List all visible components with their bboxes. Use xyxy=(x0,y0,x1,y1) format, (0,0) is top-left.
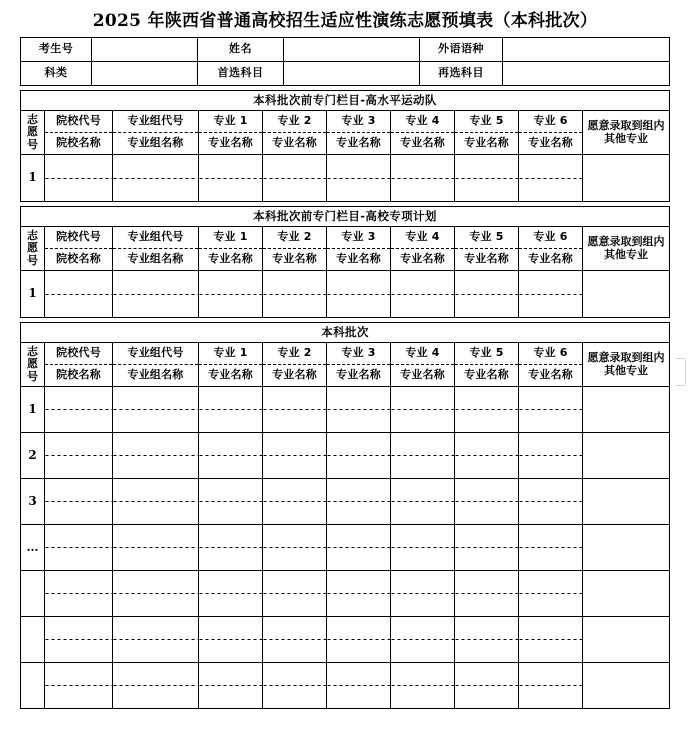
cell-major-2[interactable] xyxy=(263,479,327,525)
header-sequence-number xyxy=(21,227,45,271)
header-school-code: 院校代号 xyxy=(45,111,113,133)
header-major-name-2: 专业名称 xyxy=(263,249,327,271)
header-major-5: 专业 5 xyxy=(455,343,519,365)
table-row xyxy=(21,479,670,525)
cell-major-3[interactable] xyxy=(327,433,391,479)
column-header-row-top xyxy=(21,111,670,133)
section-title: 本科批次前专门栏目-高水平运动队 xyxy=(21,91,670,111)
cell-school[interactable] xyxy=(45,479,113,525)
cell-major-3[interactable] xyxy=(327,271,391,318)
cell-major-6[interactable] xyxy=(519,617,583,663)
cell-major-4[interactable] xyxy=(391,663,455,709)
header-major-name-1: 专业名称 xyxy=(199,365,263,387)
row-sequence-number: 1 xyxy=(21,387,45,433)
page-edge-mark xyxy=(676,358,686,386)
row-sequence-number: 1 xyxy=(21,155,45,202)
header-sequence-number xyxy=(21,343,45,387)
header-major-group-code: 专业组代号 xyxy=(113,227,199,249)
header-major-name-4: 专业名称 xyxy=(391,249,455,271)
section-title-row xyxy=(21,207,670,227)
header-major-group-code: 专业组代号 xyxy=(113,111,199,133)
header-major-4: 专业 4 xyxy=(391,111,455,133)
value-second-choice-subject[interactable] xyxy=(503,62,670,86)
section-title: 本科批次前专门栏目-高校专项计划 xyxy=(21,207,670,227)
header-major-1: 专业 1 xyxy=(199,343,263,365)
cell-major-6[interactable] xyxy=(519,663,583,709)
column-header-row-top xyxy=(21,227,670,249)
cell-major-4[interactable] xyxy=(391,271,455,318)
table-row xyxy=(21,525,670,571)
cell-major-4[interactable] xyxy=(391,433,455,479)
cell-major-1[interactable] xyxy=(199,663,263,709)
cell-major-1[interactable] xyxy=(199,617,263,663)
cell-accept-other-majors[interactable] xyxy=(583,387,670,433)
cell-accept-other-majors[interactable] xyxy=(583,433,670,479)
cell-major-1[interactable] xyxy=(199,387,263,433)
cell-major-6[interactable] xyxy=(519,525,583,571)
row-sequence-number: … xyxy=(21,525,45,571)
cell-accept-other-majors[interactable] xyxy=(583,155,670,202)
cell-major-1[interactable] xyxy=(199,271,263,318)
header-major-name-2: 专业名称 xyxy=(263,365,327,387)
row-sequence-number xyxy=(21,617,45,663)
value-first-choice-subject[interactable] xyxy=(284,62,420,86)
row-sequence-number: 2 xyxy=(21,433,45,479)
section-title-row xyxy=(21,91,670,111)
header-major-group-code: 专业组代号 xyxy=(113,343,199,365)
cell-major-group[interactable] xyxy=(113,663,199,709)
header-major-6: 专业 6 xyxy=(519,111,583,133)
seq-char-1: 志 xyxy=(27,344,38,358)
cell-major-6[interactable] xyxy=(519,571,583,617)
page-title: 2025 年陕西省普通高校招生适应性演练志愿预填表（本科批次） xyxy=(92,11,598,31)
header-major-name-4: 专业名称 xyxy=(391,133,455,155)
cell-major-2[interactable] xyxy=(263,387,327,433)
cell-major-2[interactable] xyxy=(263,617,327,663)
table-row xyxy=(21,38,670,62)
cell-major-2[interactable] xyxy=(263,525,327,571)
header-major-1: 专业 1 xyxy=(199,227,263,249)
cell-major-4[interactable] xyxy=(391,387,455,433)
table-row xyxy=(21,617,670,663)
cell-major-5[interactable] xyxy=(455,271,519,318)
header-school-name: 院校名称 xyxy=(45,133,113,155)
header-major-2: 专业 2 xyxy=(263,343,327,365)
row-sequence-number: 3 xyxy=(21,479,45,525)
header-major-4: 专业 4 xyxy=(391,343,455,365)
column-header-row-bottom xyxy=(21,365,670,387)
header-major-group-name: 专业组名称 xyxy=(113,365,199,387)
value-foreign-language[interactable] xyxy=(503,38,670,62)
cell-accept-other-majors[interactable] xyxy=(583,571,670,617)
header-major-name-4: 专业名称 xyxy=(391,365,455,387)
cell-accept-other-majors[interactable] xyxy=(583,271,670,318)
header-school-code: 院校代号 xyxy=(45,343,113,365)
header-accept-other-majors: 愿意录取到组内其他专业 xyxy=(583,343,670,387)
cell-major-3[interactable] xyxy=(327,617,391,663)
header-school-code: 院校代号 xyxy=(45,227,113,249)
cell-major-4[interactable] xyxy=(391,525,455,571)
cell-major-group[interactable] xyxy=(113,387,199,433)
label-first-choice-subject: 首选科目 xyxy=(198,62,284,86)
cell-major-3[interactable] xyxy=(327,525,391,571)
cell-accept-other-majors[interactable] xyxy=(583,617,670,663)
cell-school[interactable] xyxy=(45,155,113,202)
header-major-group-name: 专业组名称 xyxy=(113,133,199,155)
value-subject-category[interactable] xyxy=(92,62,198,86)
cell-major-6[interactable] xyxy=(519,433,583,479)
header-major-name-1: 专业名称 xyxy=(199,249,263,271)
header-accept-other-majors: 愿意录取到组内其他专业 xyxy=(583,227,670,271)
header-major-name-5: 专业名称 xyxy=(455,133,519,155)
value-name[interactable] xyxy=(284,38,420,62)
table-row xyxy=(21,433,670,479)
header-major-name-3: 专业名称 xyxy=(327,249,391,271)
header-major-name-6: 专业名称 xyxy=(519,133,583,155)
header-major-5: 专业 5 xyxy=(455,227,519,249)
cell-major-2[interactable] xyxy=(263,663,327,709)
header-major-name-3: 专业名称 xyxy=(327,365,391,387)
seq-char-2: 愿 xyxy=(27,357,38,371)
header-major-name-2: 专业名称 xyxy=(263,133,327,155)
header-major-1: 专业 1 xyxy=(199,111,263,133)
cell-major-2[interactable] xyxy=(263,571,327,617)
cell-major-4[interactable] xyxy=(391,479,455,525)
cell-major-1[interactable] xyxy=(199,433,263,479)
cell-major-1[interactable] xyxy=(199,479,263,525)
header-major-name-3: 专业名称 xyxy=(327,133,391,155)
cell-accept-other-majors[interactable] xyxy=(583,525,670,571)
cell-major-1[interactable] xyxy=(199,525,263,571)
cell-accept-other-majors[interactable] xyxy=(583,663,670,709)
seq-char-2: 愿 xyxy=(27,125,38,139)
candidate-info-table xyxy=(20,37,670,86)
cell-school[interactable] xyxy=(45,433,113,479)
cell-major-group[interactable] xyxy=(113,617,199,663)
cell-major-5[interactable] xyxy=(455,433,519,479)
column-header-row-bottom xyxy=(21,249,670,271)
section-table-special-program xyxy=(20,206,670,318)
cell-major-group[interactable] xyxy=(113,571,199,617)
header-major-name-6: 专业名称 xyxy=(519,365,583,387)
cell-major-2[interactable] xyxy=(263,433,327,479)
cell-major-3[interactable] xyxy=(327,571,391,617)
cell-school[interactable] xyxy=(45,525,113,571)
cell-major-2[interactable] xyxy=(263,155,327,202)
cell-school[interactable] xyxy=(45,571,113,617)
cell-major-group[interactable] xyxy=(113,479,199,525)
header-accept-other-majors: 愿意录取到组内其他专业 xyxy=(583,111,670,155)
column-header-row-top xyxy=(21,343,670,365)
header-school-name: 院校名称 xyxy=(45,365,113,387)
cell-major-6[interactable] xyxy=(519,387,583,433)
header-major-2: 专业 2 xyxy=(263,111,327,133)
cell-major-group[interactable] xyxy=(113,525,199,571)
header-major-3: 专业 3 xyxy=(327,227,391,249)
header-sequence-number xyxy=(21,111,45,155)
cell-major-5[interactable] xyxy=(455,617,519,663)
section-title-row xyxy=(21,323,670,343)
seq-char-2: 愿 xyxy=(27,241,38,255)
cell-accept-other-majors[interactable] xyxy=(583,479,670,525)
section-title: 本科批次 xyxy=(21,323,670,343)
label-second-choice-subject: 再选科目 xyxy=(420,62,503,86)
label-foreign-language: 外语语种 xyxy=(420,38,503,62)
cell-major-1[interactable] xyxy=(199,155,263,202)
label-subject-category: 科类 xyxy=(21,62,92,86)
cell-school[interactable] xyxy=(45,617,113,663)
cell-major-5[interactable] xyxy=(455,387,519,433)
header-major-2: 专业 2 xyxy=(263,227,327,249)
table-row xyxy=(21,62,670,86)
row-sequence-number xyxy=(21,571,45,617)
row-sequence-number: 1 xyxy=(21,271,45,318)
header-major-name-1: 专业名称 xyxy=(199,133,263,155)
cell-major-1[interactable] xyxy=(199,571,263,617)
header-school-name: 院校名称 xyxy=(45,249,113,271)
cell-major-4[interactable] xyxy=(391,155,455,202)
section-table-high-level-athlete xyxy=(20,90,670,202)
cell-major-6[interactable] xyxy=(519,271,583,318)
header-major-name-6: 专业名称 xyxy=(519,249,583,271)
cell-major-group[interactable] xyxy=(113,433,199,479)
cell-major-group[interactable] xyxy=(113,155,199,202)
cell-major-6[interactable] xyxy=(519,155,583,202)
seq-char-3: 号 xyxy=(27,369,38,383)
header-major-3: 专业 3 xyxy=(327,111,391,133)
section-table-undergraduate-batch xyxy=(20,322,670,709)
cell-major-4[interactable] xyxy=(391,571,455,617)
seq-char-3: 号 xyxy=(27,137,38,151)
seq-char-1: 志 xyxy=(27,112,38,126)
table-row xyxy=(21,155,670,202)
cell-major-5[interactable] xyxy=(455,479,519,525)
header-major-4: 专业 4 xyxy=(391,227,455,249)
cell-major-group[interactable] xyxy=(113,271,199,318)
cell-major-3[interactable] xyxy=(327,663,391,709)
table-row xyxy=(21,387,670,433)
table-row xyxy=(21,663,670,709)
cell-major-3[interactable] xyxy=(327,387,391,433)
cell-school[interactable] xyxy=(45,271,113,318)
cell-major-6[interactable] xyxy=(519,479,583,525)
column-header-row-bottom xyxy=(21,133,670,155)
table-row xyxy=(21,271,670,318)
cell-major-4[interactable] xyxy=(391,617,455,663)
header-major-name-5: 专业名称 xyxy=(455,365,519,387)
seq-char-1: 志 xyxy=(27,228,38,242)
header-major-3: 专业 3 xyxy=(327,343,391,365)
cell-major-5[interactable] xyxy=(455,663,519,709)
header-major-5: 专业 5 xyxy=(455,111,519,133)
header-major-6: 专业 6 xyxy=(519,227,583,249)
cell-major-2[interactable] xyxy=(263,271,327,318)
label-candidate-number: 考生号 xyxy=(21,38,92,62)
cell-major-5[interactable] xyxy=(455,525,519,571)
seq-char-3: 号 xyxy=(27,253,38,267)
cell-school[interactable] xyxy=(45,663,113,709)
cell-major-5[interactable] xyxy=(455,571,519,617)
header-major-6: 专业 6 xyxy=(519,343,583,365)
cell-major-3[interactable] xyxy=(327,479,391,525)
label-name: 姓名 xyxy=(198,38,284,62)
value-candidate-number[interactable] xyxy=(92,38,198,62)
cell-major-5[interactable] xyxy=(455,155,519,202)
header-major-name-5: 专业名称 xyxy=(455,249,519,271)
header-major-group-name: 专业组名称 xyxy=(113,249,199,271)
row-sequence-number xyxy=(21,663,45,709)
cell-major-3[interactable] xyxy=(327,155,391,202)
table-row xyxy=(21,571,670,617)
cell-school[interactable] xyxy=(45,387,113,433)
